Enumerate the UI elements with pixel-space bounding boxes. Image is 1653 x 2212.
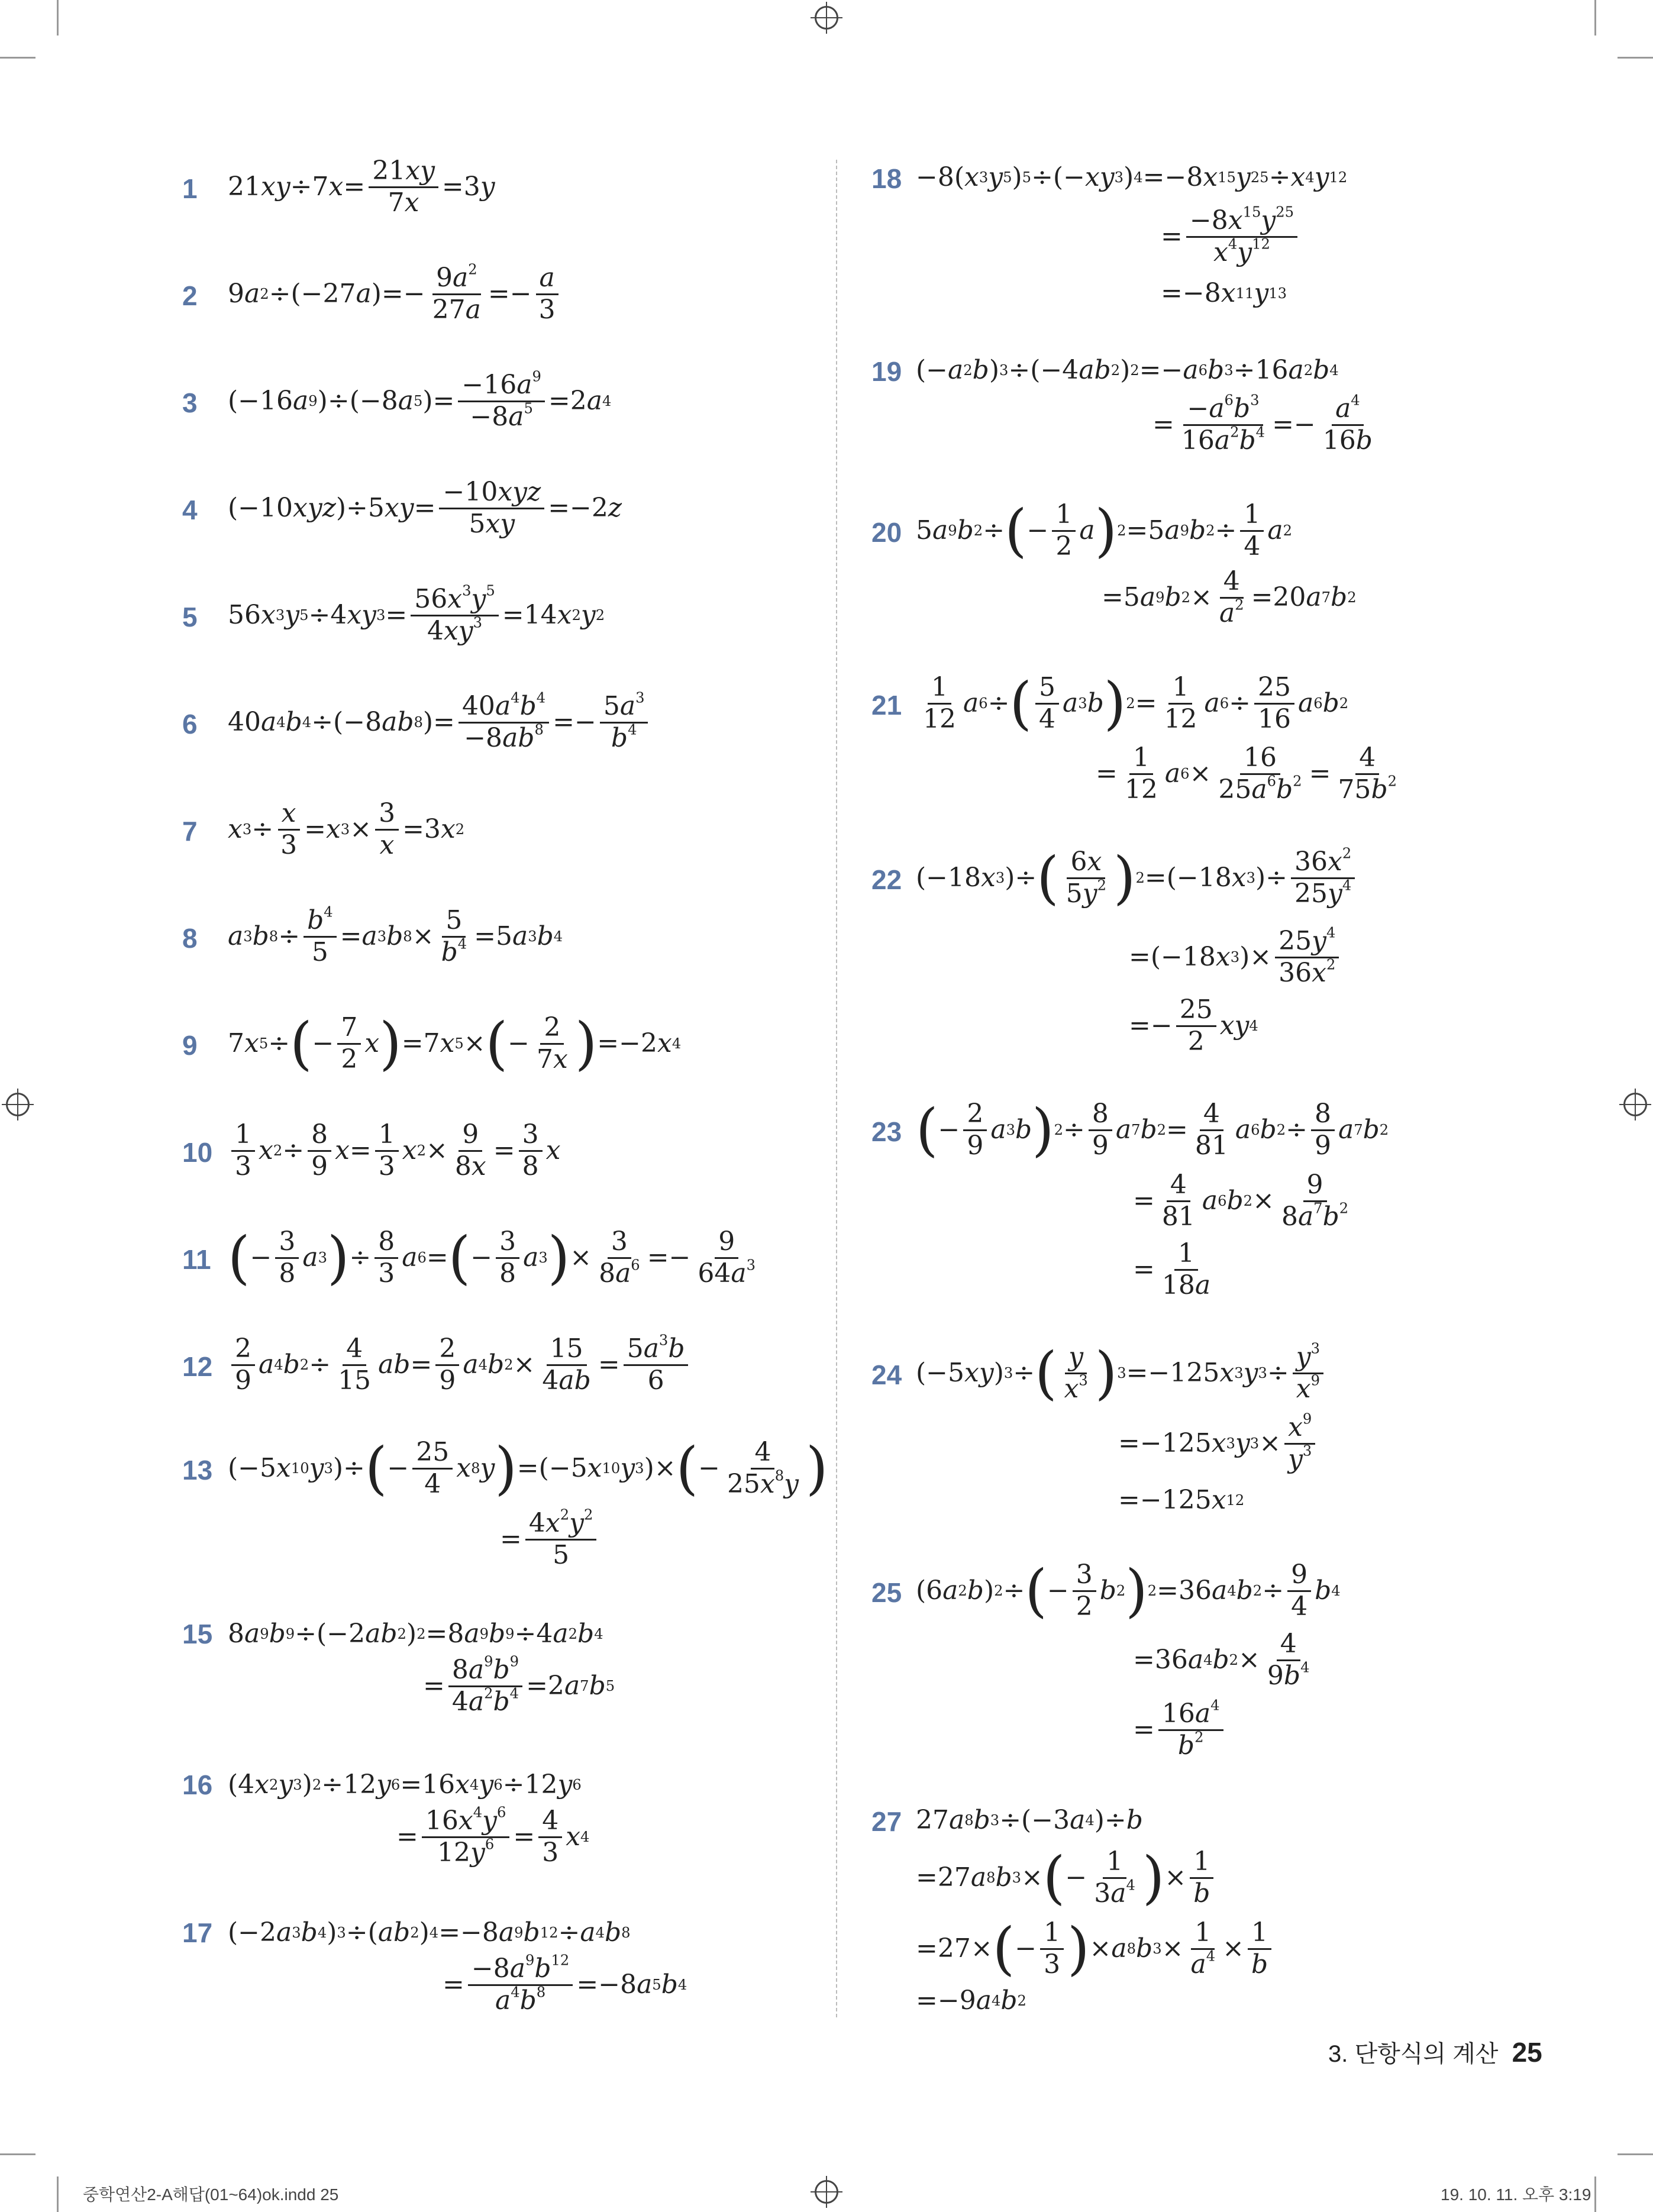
problem-number: 16	[182, 1769, 213, 1800]
page-number: 25	[1512, 2037, 1542, 2068]
problem-number: 7	[182, 816, 198, 847]
solution-line: 7 x 5 ÷ ( − $\frac{7}{2}$ x ) =7 x 5 × ( − $\frac{2}{7x}$ ) =−2 x 4	[228, 1010, 682, 1077]
problem-number: 27	[871, 1806, 902, 1837]
registration-mark-icon	[815, 2180, 838, 2204]
registration-mark-icon	[1623, 1093, 1647, 1116]
solution-line: = $\frac{4}{81}$ a 6 b 2 × $\frac{9}{8a^7b^2}$	[1133, 1169, 1349, 1232]
problem-number: 25	[871, 1577, 902, 1608]
solution-line: =27 a 8 b 3 × ( − $\frac{1}{3a^4}$ ) × $\frac{1}{b}$	[916, 1848, 1217, 1907]
problem-number: 22	[871, 864, 902, 895]
solution-line: = $\frac{1}{12}$ a 6 × $\frac{16}{25a^6b^2}$ = $\frac{4}{75b^2}$	[1096, 742, 1397, 805]
solution-line: =−125 x 12	[1118, 1485, 1245, 1515]
page-footer	[1328, 2035, 1542, 2069]
problem-number: 23	[871, 1116, 902, 1147]
print-slug-date: 19. 10. 11. 오후 3:19	[1441, 2185, 1591, 2204]
solution-line: = $\frac{16x^4y^6}{12y^6}$ = $\frac{4}{3}$ x 4	[396, 1804, 590, 1868]
solution-line: 40 a 4 b 4 ÷(−8 ab 8 )= $\frac{40a^4b^4}{-8ab^8}$ =− $\frac{5a^3}{b^4}$	[228, 693, 651, 752]
problem-number: 4	[182, 495, 198, 525]
problem-number: 20	[871, 517, 902, 548]
solution-line: = $\frac{16a^4}{b^2}$	[1133, 1700, 1227, 1759]
problem-number: 17	[182, 1917, 213, 1948]
solution-line: 8 a 9 b 9 ÷(−2 ab 2 ) 2 =8 a 9 b 9 ÷4 a 2 b 4	[228, 1619, 603, 1649]
column-divider	[836, 160, 837, 2017]
crop-mark	[0, 57, 35, 59]
solution-line: =−8 x 11 y 13	[1161, 278, 1287, 308]
problem-number: 19	[871, 356, 902, 387]
solution-line: 5 a 9 b 2 ÷ ( − $\frac{1}{2}$ a ) 2 =5 a 9 b 2 ÷ $\frac{1}{4}$ a 2	[916, 497, 1293, 564]
solution-line: 21 xy ÷7 x = $\frac{21xy}{7x}$ =3 y	[228, 155, 495, 218]
problem-number: 11	[182, 1244, 211, 1275]
solution-line: (−5 x 10 y 3 )÷ ( − $\frac{25}{4}$ x 8 y ) =(−5 x 10 y 3 )× ( − $\frac{4}{25x^8y}$ )	[228, 1435, 828, 1501]
print-slug-file: 중학연산2-A해답(01~64)ok.indd 25	[83, 2185, 339, 2204]
crop-mark	[1594, 0, 1596, 35]
crop-mark	[57, 2177, 59, 2212]
solution-line: ( − $\frac{2}{9}$ a 3 b ) 2 ÷ $\frac{8}{9}$ a 7 b 2 = $\frac{4}{81}$ a 6 b 2 ÷ $\frac{8}{9}$ a 7 b 2	[916, 1096, 1389, 1163]
problem-number: 1	[182, 173, 198, 204]
solution-line: = $\frac{4x^2y^2}{5}$	[500, 1510, 600, 1569]
solution-line: (−10 xyz )÷5 xy = $\frac{\text{−10xyz}}{5xy}$ =−2 z	[228, 476, 622, 539]
solution-line: (−5 xy ) 3 ÷ ( $\frac{y}{x^3}$ ) 3 =−125 x 3 y 3 ÷ $\frac{y^3}{x^9}$	[916, 1344, 1327, 1403]
solution-line: = $\frac{1}{18a}$	[1133, 1238, 1211, 1300]
registration-mark-icon	[815, 6, 838, 30]
solution-line: $\frac{1}{3}$ x 2 ÷ $\frac{8}{9}$ x = $\frac{1}{3}$ x 2 × $\frac{9}{8x}$ = $\frac{3}{8}$ x	[228, 1121, 560, 1180]
solution-line: (−2 a 3 b 4 ) 3 ÷( ab 2 ) 4 =−8 a 9 b 12 ÷ a 4 b 8	[228, 1917, 631, 1948]
solution-line: = $\frac{-8a^9b^{12}}{a^4b^8}$ =−8 a 5 b 4	[443, 1952, 687, 2016]
solution-line: =27× ( − $\frac{1}{3}$ ) × a 8 b 3 × $\frac{1}{a^4}$ × $\frac{1}{b}$	[916, 1919, 1275, 1978]
crop-mark	[1618, 2153, 1653, 2155]
solution-line: (−18 x 3 )÷ ( $\frac{6x}{5y^2}$ ) 2 =(−18 x 3 )÷ $\frac{36x^2}{25y^4}$	[916, 848, 1358, 908]
solution-line: $\frac{1}{12}$ a 6 ÷ ( $\frac{5}{4}$ a 3 b ) 2 = $\frac{1}{12}$ a 6 ÷ $\frac{25}{16}$ a 6 b 2	[923, 670, 1349, 737]
solution-line: (− a 2 b ) 3 ÷(−4 ab 2 ) 2 =− a 6 b 3 ÷16 a 2 b 4	[916, 355, 1339, 385]
crop-mark	[1618, 57, 1653, 59]
solution-line: =−125 x 3 y 3 × $\frac{x^9}{y^3}$	[1118, 1414, 1319, 1473]
solution-line: =5 a 9 b 2 × $\frac{4}{a^2}$ =20 a 7 b 2	[1102, 566, 1357, 628]
solution-line: = $\frac{8a^9b^9}{4a^2b^4}$ =2 a 7 b 5	[423, 1653, 615, 1717]
problem-number: 15	[182, 1619, 213, 1649]
solution-line: (−16 a 9 )÷(−8 a 5 )= $\frac{-16a^9}{-8a^5}$ =2 a 4	[228, 368, 612, 432]
solution-line: 9 a 2 ÷(−27 a )=− $\frac{9a^2}{27a}$ =− $\frac{a}{3}$	[228, 264, 563, 324]
crop-mark	[57, 0, 59, 35]
crop-mark	[0, 2153, 35, 2155]
problem-number: 18	[871, 163, 902, 194]
problem-number: 2	[182, 280, 198, 311]
chapter-title: 3. 단항식의 계산	[1328, 2041, 1499, 2067]
problem-number: 13	[182, 1455, 213, 1486]
solution-line: 56 x 3 y 5 ÷4 xy 3 = $\frac{56x^3y^5}{4xy^3}$ =14 x 2 y 2	[228, 582, 605, 646]
solution-line: 27 a 8 b 3 ÷(−3 a 4 )÷ b	[916, 1805, 1143, 1835]
solution-line: =−9 a 4 b 2	[916, 1985, 1026, 2016]
solution-line: = $\frac{-8x^{15}y^{25}}{x^4y^{12}}$	[1161, 207, 1301, 266]
solution-line: = $\frac{-a^6b^3}{16a^2b^4}$ =− $\frac{a^4}{16b}$	[1152, 392, 1373, 456]
problem-number: 10	[182, 1137, 213, 1168]
problem-number: 5	[182, 602, 198, 632]
registration-mark-icon	[6, 1093, 30, 1116]
crop-mark	[1594, 2177, 1596, 2212]
solution-line: ( − $\frac{3}{8}$ a 3 ) ÷ $\frac{8}{3}$ a 6 = ( − $\frac{3}{8}$ a 3 ) × $\frac{3}{8a^6}$ =− $\frac{9}{64a^3}$	[228, 1224, 756, 1291]
solution-line: (6 a 2 b ) 2 ÷ ( − $\frac{3}{2}$ b 2 ) 2 =36 a 4 b 2 ÷ $\frac{9}{4}$ b 4	[916, 1557, 1341, 1624]
problem-number: 6	[182, 709, 198, 740]
solution-line: (4 x 2 y 3 ) 2 ÷12 y 6 =16 x 4 y 6 ÷12 y 6	[228, 1769, 582, 1800]
solution-line: $\frac{2}{9}$ a 4 b 2 ÷ $\frac{4}{15}$ ab = $\frac{2}{9}$ a 4 b 2 × $\frac{15}{4ab}$ = $\frac{5a^3b}{6}$	[228, 1335, 692, 1394]
solution-line: =36 a 4 b 2 × $\frac{4}{9b^4}$	[1133, 1628, 1310, 1691]
solution-line: a 3 b 8 ÷ $\frac{b^4}{5}$ = a 3 b 8 × $\frac{5}{b^4}$ =5 a 3 b 4	[228, 903, 563, 967]
problem-number: 24	[871, 1360, 902, 1390]
problem-number: 9	[182, 1030, 198, 1061]
problem-number: 8	[182, 923, 198, 954]
solution-line: x 3 ÷ $\frac{x}{3}$ = x 3 × $\frac{3}{x}$ =3 x 2	[228, 797, 465, 860]
problem-number: 3	[182, 387, 198, 418]
solution-line: =(−18 x 3 )× $\frac{25y^4}{36x^2}$	[1129, 928, 1342, 987]
solution-line: =− $\frac{25}{2}$ xy 4	[1129, 994, 1258, 1057]
problem-number: 21	[871, 690, 902, 721]
solution-line: −8( x 3 y 5 ) 5 ÷(− xy 3 ) 4 =−8 x 15 y 25 ÷ x 4 y 12	[916, 162, 1348, 192]
problem-number: 12	[182, 1351, 213, 1382]
